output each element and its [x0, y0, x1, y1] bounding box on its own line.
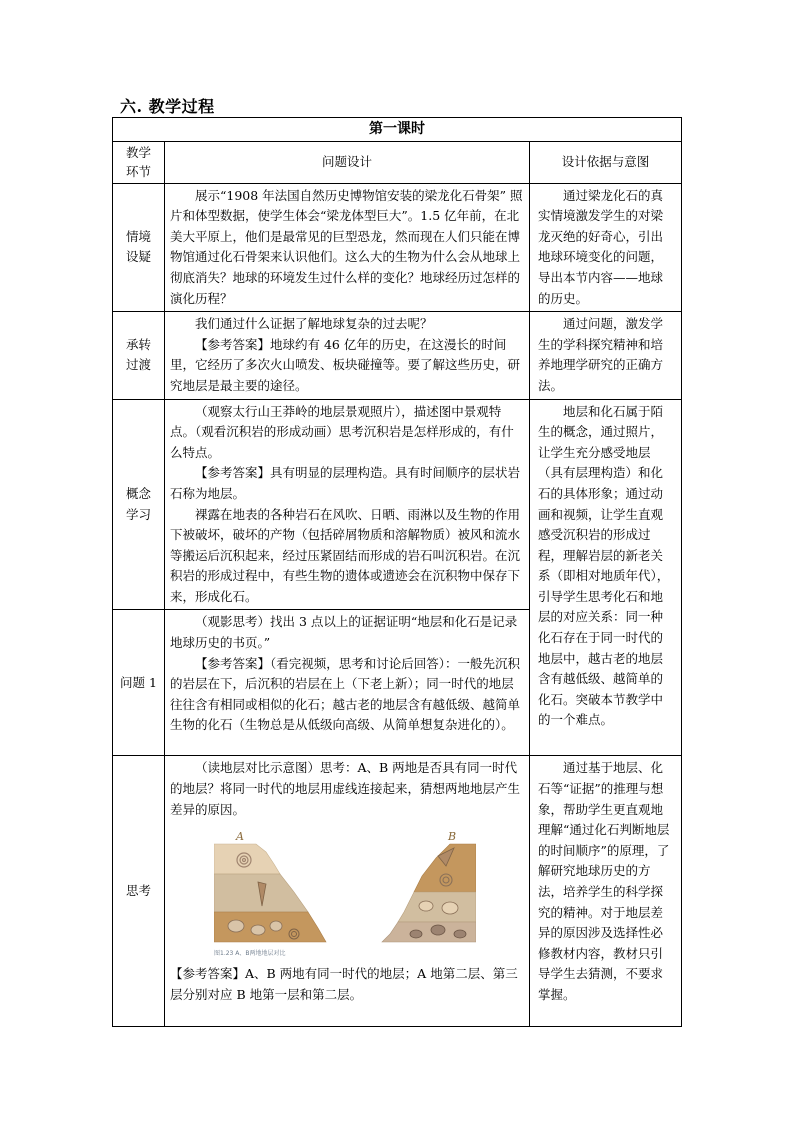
stage-label: 承转 过渡 — [125, 336, 151, 373]
table-title: 第一课时 — [113, 118, 682, 142]
design-answer: 【参考答案】（看完视频，思考和讨论后回答）：一般先沉积的岩层在下，后沉积的岩层在上（下老上新）；同一时代的地层往往含有相同或相似的化石；越古老的地层含有越低级、越简单生物的化石（生物总是从低级向高级、从简单想复杂进化的）。 — [170, 655, 521, 733]
header-stage — [113, 141, 165, 183]
header-design: 问题设计 — [165, 141, 530, 183]
design-observe: （观察太行山王莽岭的地层景观照片），描述图中景观特点。（观看沉积岩的形成动画）思考沉积岩是怎样形成的，有什么特点。 — [170, 403, 514, 460]
stage-label: 问题 1 — [120, 674, 157, 690]
label-b: B — [448, 830, 457, 844]
design-question: （观影思考）找出 3 点以上的证据证明“地层和化石是记录地球历史的书页。” — [170, 614, 518, 651]
stage-transition — [113, 312, 165, 399]
label-a: A — [236, 830, 244, 844]
design-question: 我们通过什么证据了解地球复杂的过去呢？ — [195, 316, 433, 332]
basis-text: 通过基于地层、化石等“证据”的推理与想象，帮助学生更直观地理解“通过化石判断地层的时间顺序”的原理，了解研究地球历史的方法，培养学生的科学探究的精神。对于地层差异的原因涉及选择性必修教材内容，教材只引导学生去猜测，不要求掌握。 — [538, 760, 670, 1002]
basis-text: 通过梁龙化石的真实情境激发学生的对梁龙灭绝的好奇心，引出地球环境变化的问题，导出本节内容——地球的历史。 — [538, 187, 664, 306]
stage-concept — [113, 399, 165, 610]
design-answer: 【参考答案】具有明显的层理构造。具有时间顺序的层状岩石称为地层。 — [170, 465, 521, 501]
basis-cell — [530, 756, 682, 1027]
design-cell — [165, 183, 530, 312]
stage-situation — [113, 183, 165, 312]
strata-b-middle — [398, 892, 476, 922]
figure-caption: 图1.23 A、B两地地层对比 — [214, 950, 286, 958]
header-basis: 设计依据与意图 — [530, 141, 682, 183]
design-explanation: 裸露在地表的各种岩石在风吹、日晒、雨淋以及生物的作用下被破坏，破坏的产物（包括碎屑物质和溶解物质）被风和流水等搬运后沉积起来，经过压紧固结而形成的岩石叫沉积岩。在沉积岩的形成过程中，有些生物的遗体或遗迹会在沉积物中保存下来，形成化石。 — [170, 506, 521, 604]
design-text: 展示“1908 年法国自然历史博物馆安装的梁龙化石骨架” 照片和体型数据，使学生体会“梁龙体型巨大”。1.5 亿年前，在北美大平原上，他们是最常见的巨型恐龙，然而现在人们只能在博物馆通过化石骨架来认识他们。这么大的生物为什么会从地球上彻底消失？地球的环境发生过什么样的变化？地球经历过怎样的演化历程？ — [170, 187, 523, 306]
strata-a-top — [214, 844, 280, 874]
teaching-process-table — [112, 117, 682, 1027]
design-cell — [165, 756, 530, 1027]
strata-diagram — [214, 830, 476, 950]
basis-text: 地层和化石属于陌生的概念，通过照片，让学生充分感受地层（具有层理构造）和化石的具体形象；通过动画和视频，让学生直观感受沉积岩的形成过程，理解岩层的新老关系（即相对地质年代），引导学生思考化石和地层的对应关系：同一种化石存在于同一时代的地层中，越古老的地层含有越低级、越简单的化石。突破本节教学中的一个难点。 — [538, 403, 670, 728]
basis-cell — [530, 183, 682, 312]
basis-cell — [530, 399, 682, 756]
design-question: （读地层对比示意图）思考：A、B 两地是否具有同一时代的地层？将同一时代的地层用虚线连接起来，猜想两地地层产生差异的原因。 — [170, 760, 521, 817]
basis-cell — [530, 312, 682, 399]
stage-question-1 — [113, 610, 165, 756]
strata-b-top — [414, 844, 476, 892]
design-cell — [165, 399, 530, 610]
stage-label: 概念 学习 — [125, 485, 151, 522]
design-answer: 【参考答案】地球约有 46 亿年的历史，在这漫长的时间里，它经历了多次火山喷发、板块碰撞等。要了解这些历史，研究地层是最主要的途径。 — [170, 336, 521, 393]
page-heading: 六. 教学过程 — [120, 97, 215, 116]
stage-think — [113, 756, 165, 1027]
stage-label: 思考 — [125, 883, 151, 899]
design-cell — [165, 312, 530, 399]
strata-comparison-figure — [214, 830, 476, 958]
design-cell — [165, 610, 530, 756]
stage-label: 情境 设疑 — [125, 228, 151, 265]
basis-text: 通过问题，激发学生的学科探究精神和培养地理学研究的正确方法。 — [538, 316, 664, 393]
header-stage-text: 教学 环节 — [125, 145, 151, 180]
design-answer: 【参考答案】A、B 两地有同一时代的地层；A 地第二层、第三层分别对应 B 地第一层和第二层。 — [170, 966, 518, 1002]
